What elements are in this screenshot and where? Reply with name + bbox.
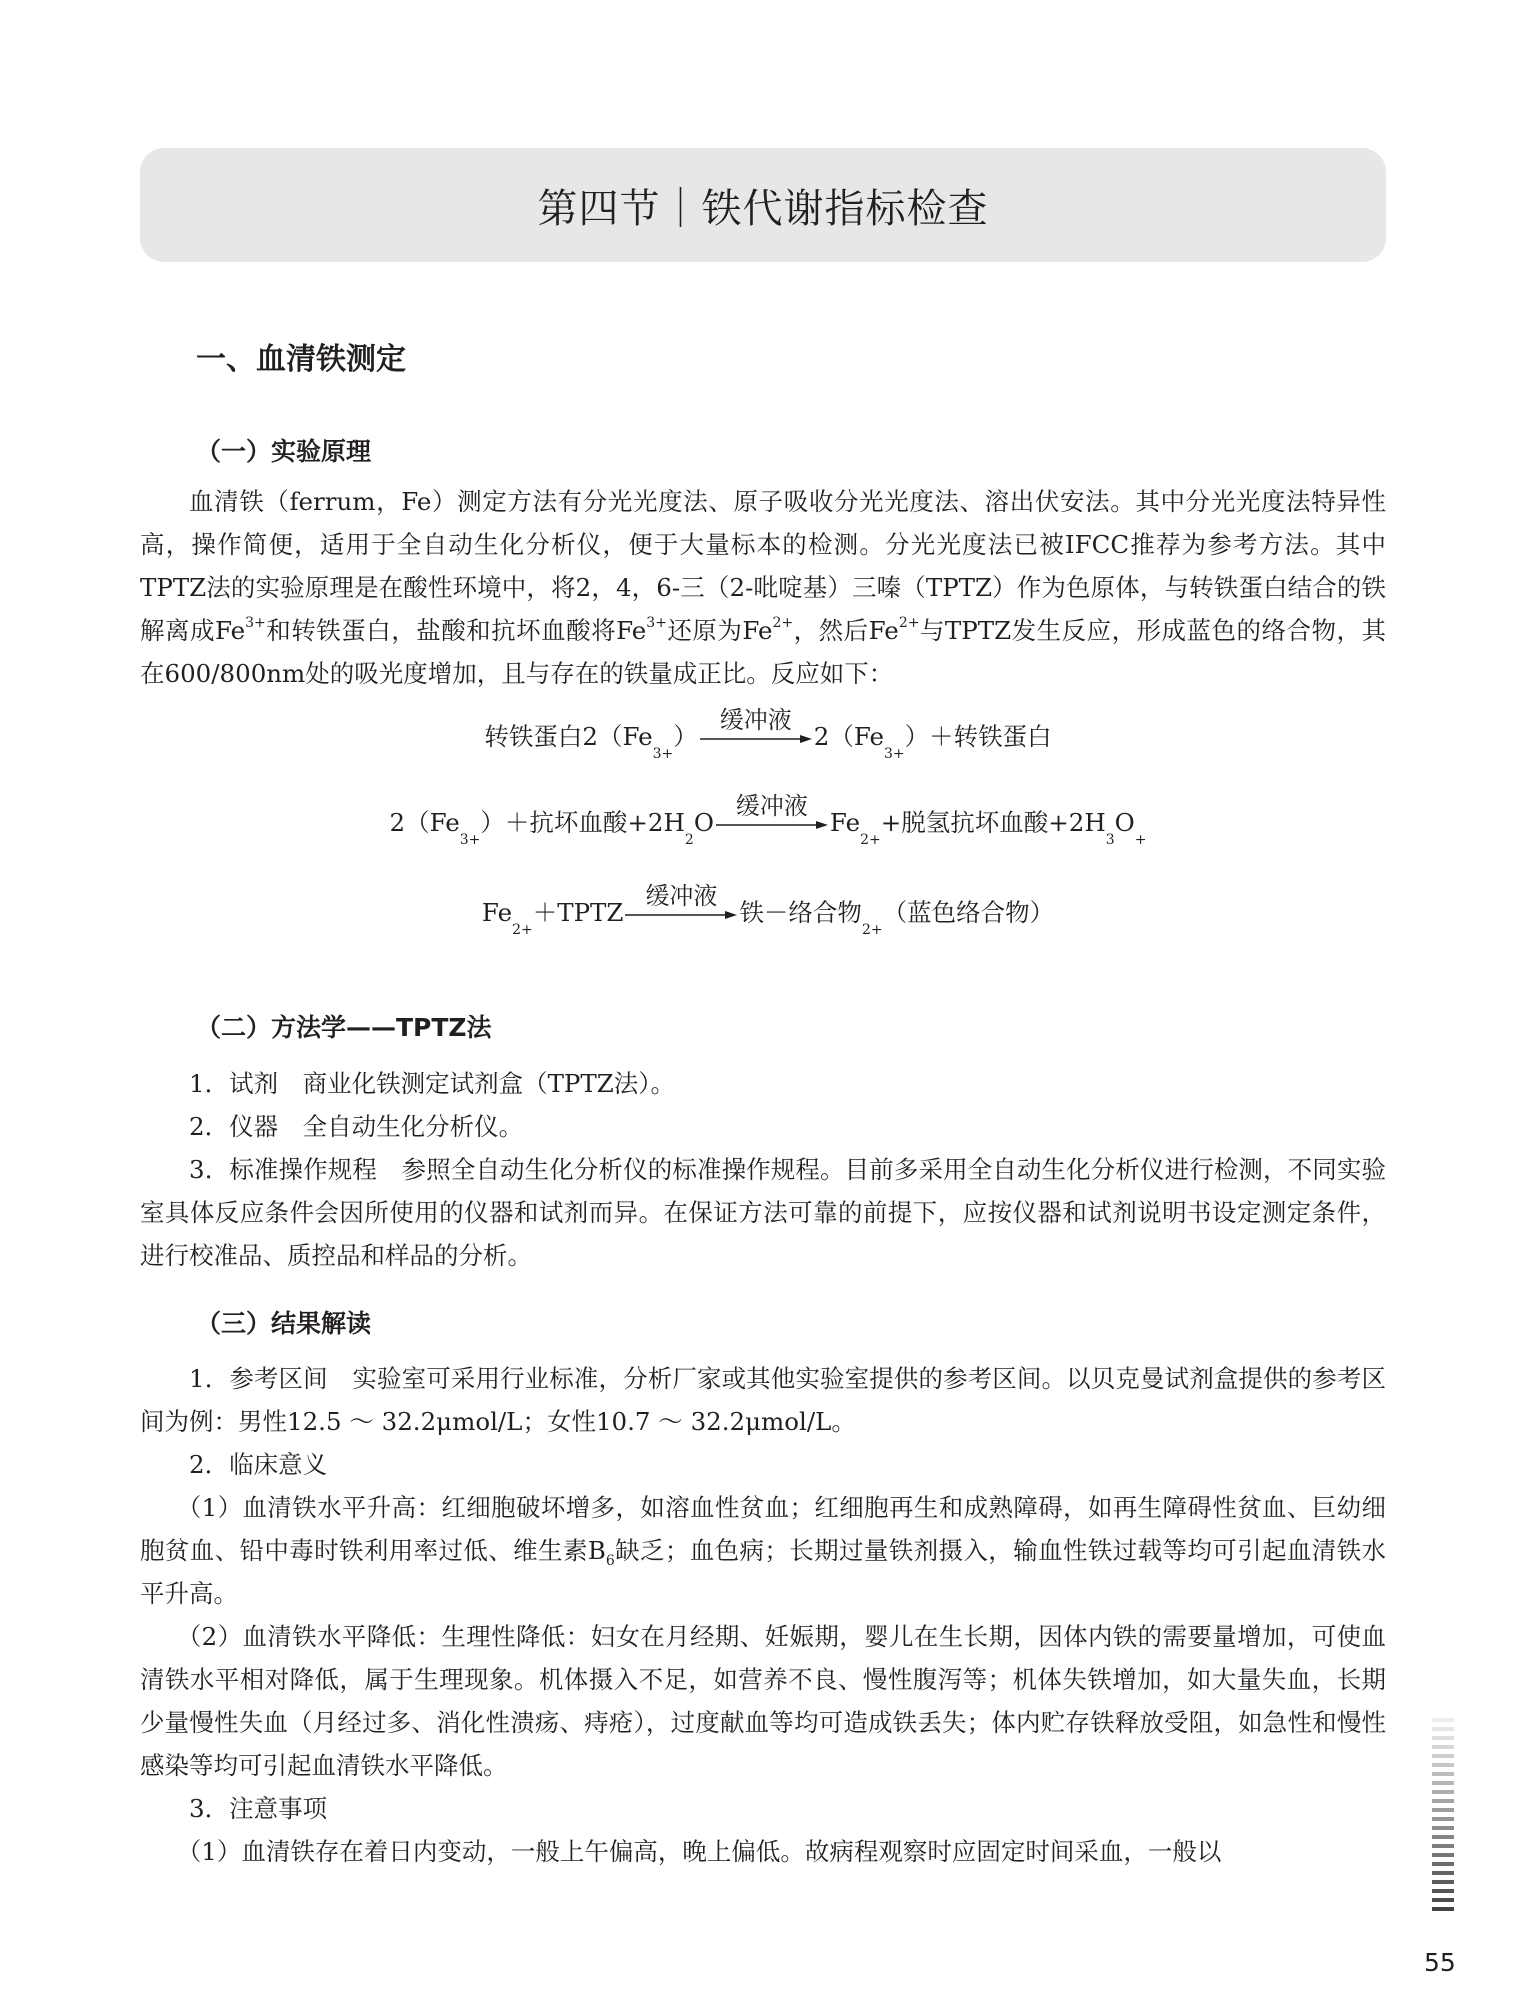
edge-tick [1432,1889,1454,1893]
arrow-label: 缓冲液 [645,882,718,910]
reaction-arrow [700,706,812,744]
edge-tick [1432,1781,1454,1785]
page-number: 55 [1424,1948,1456,1977]
edge-tick [1432,1790,1454,1794]
edge-tick [1432,1817,1454,1821]
list-item-precautions: 3．注意事项 [189,1794,328,1823]
equation-1: 转铁蛋白2（Fe 3+ ） 缓冲液 2（Fe 3+ ）＋转铁蛋白 [484,706,1052,762]
edge-tick [1432,1907,1454,1911]
edge-tick [1432,1745,1454,1749]
list-item-instrument: 2．仪器 全自动生化分析仪。 [189,1112,524,1141]
edge-tick [1432,1772,1454,1776]
edge-tick [1432,1718,1454,1722]
list-item-iron-increase: （1）血清铁水平升高：红细胞破坏增多，如溶血性贫血；红细胞再生和成熟障碍，如再生障碍性贫血、巨幼细胞贫血、铅中毒时铁利用率过低、维生素$B_6$缺乏；血色病；长期过量铁剂摄入，输血性铁过载等均可引起血清铁水平升高。 [140,1493,1386,1608]
edge-tick [1432,1799,1454,1803]
heading-methodology: （二）方法学——TPTZ法 [196,1013,492,1042]
edge-tick [1432,1835,1454,1839]
edge-tick [1432,1871,1454,1875]
edge-tick [1432,1763,1454,1767]
section-title-banner [140,148,1386,262]
arrow-right-icon [700,734,812,744]
equation-2: 2（Fe 3+ ）＋抗坏血酸+2H 2 O 缓冲液 Fe 2+ +脱氢抗坏血酸+2H 3 O + [389,792,1147,848]
edge-tick [1432,1853,1454,1857]
edge-tick [1432,1736,1454,1740]
section-title: 第四节｜铁代谢指标检查 [537,185,989,232]
edge-tick [1432,1898,1454,1902]
paragraph-principle: 血清铁（ferrum，Fe）测定方法有分光光度法、原子吸收分光光度法、溶出伏安法。其中分光光度法特异性高，操作简便，适用于全自动生化分析仪，便于大量标本的检测。分光光度法已被IFCC推荐为参考方法。其中TPTZ法的实验原理是在酸性环境中，将2，4，6-三（2-吡啶基）三嗪（TPTZ）作为色原体，与转铁蛋白结合的铁解离成$Fe^{3+}$和转铁蛋白，盐酸和抗坏血酸将$Fe^{3+}$还原为$Fe^{2+}$，然后$Fe^{2+}$与TPTZ发生反应，形成蓝色的络合物，其在600/800nm处的吸光度增加，且与存在的铁量成正比。反应如下： [140,487,1386,688]
list-item-reference-interval: 1．参考区间 实验室可采用行业标准，分析厂家或其他实验室提供的参考区间。以贝克曼试剂盒提供的参考区间为例：男性12.5 ～ 32.2μmol/L；女性10.7 ～ 32.2μmol/L。 [140,1364,1386,1436]
list-item-iron-decrease: （2）血清铁水平降低：生理性降低：妇女在月经期、妊娠期，婴儿在生长期，因体内铁的需要量增加，可使血清铁水平相对降低，属于生理现象。机体摄入不足，如营养不良、慢性腹泻等；机体失铁增加，如大量失血，长期少量慢性失血（月经过多、消化性溃疡、痔疮），过度献血等均可造成铁丢失；体内贮存铁释放受阻，如急性和慢性感染等均可引起血清铁水平降低。 [140,1622,1386,1780]
heading-principle: （一）实验原理 [196,437,372,466]
equation-3: Fe 2+ ＋TPTZ 缓冲液 铁－络合物 2+ （蓝色络合物） [481,882,1055,938]
edge-tick [1432,1727,1454,1731]
edge-tick [1432,1808,1454,1812]
edge-tick [1432,1880,1454,1884]
arrow-label: 缓冲液 [719,706,792,734]
list-item-clinical-significance: 2．临床意义 [189,1450,328,1479]
arrow-right-icon [625,910,737,920]
list-item-sop: 3．标准操作规程 参照全自动生化分析仪的标准操作规程。目前多采用全自动生化分析仪进行检测，不同实验室具体反应条件会因所使用的仪器和试剂而异。在保证方法可靠的前提下，应按仪器和试剂说明书设定测定条件，进行校准品、质控品和样品的分析。 [140,1155,1386,1270]
page-edge-tick-marks [1432,1718,1454,1916]
reaction-arrow [716,792,828,830]
heading-interpretation: （三）结果解读 [196,1309,372,1338]
edge-tick [1432,1754,1454,1758]
edge-tick [1432,1826,1454,1830]
list-item-reagent: 1．试剂 商业化铁测定试剂盒（TPTZ法）。 [189,1069,676,1098]
heading-serum-iron: 一、血清铁测定 [196,342,406,377]
edge-tick [1432,1862,1454,1866]
list-item-diurnal-variation: （1）血清铁存在着日内变动，一般上午偏高，晚上偏低。故病程观察时应固定时间采血，一般以 [176,1837,1222,1866]
arrow-right-icon [716,820,828,830]
reaction-arrow [625,882,737,920]
edge-tick [1432,1844,1454,1848]
arrow-label: 缓冲液 [735,792,808,820]
